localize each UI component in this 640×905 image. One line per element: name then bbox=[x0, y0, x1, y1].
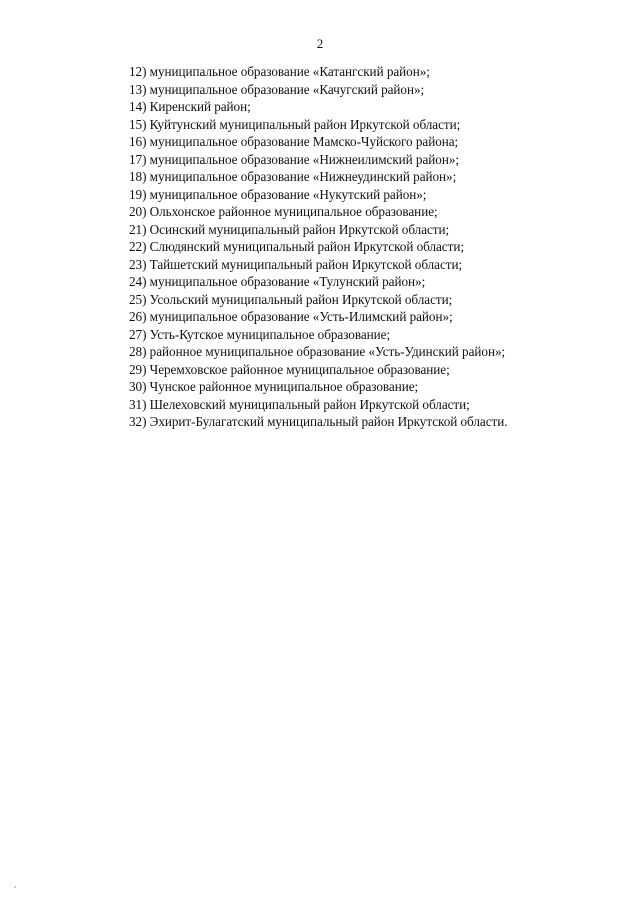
list-item: 22) Слюдянский муниципальный район Иркутской области; bbox=[129, 239, 464, 254]
list-item: 26) муниципальное образование «Усть-Илимский район»; bbox=[129, 309, 453, 324]
list-item: 15) Куйтунский муниципальный район Иркутской области; bbox=[129, 116, 461, 132]
list-item: 32) Эхирит-Булагатский муниципальный район Иркутской области. bbox=[129, 414, 508, 429]
list-item: 16) муниципальное образование Мамско-Чуйского района; bbox=[129, 134, 459, 149]
list-item: 31) Шелеховский муниципальный район Иркутской области; bbox=[129, 396, 470, 412]
list-item: 30) Чунское районное муниципальное образование; bbox=[129, 379, 419, 394]
list-item: 12) муниципальное образование «Катангский район»; bbox=[129, 64, 430, 79]
list-item: 24) муниципальное образование «Тулунский район»; bbox=[129, 274, 426, 289]
municipality-list bbox=[129, 63, 609, 431]
list-item: 23) Тайшетский муниципальный район Иркутской области; bbox=[129, 256, 463, 272]
list-item: 27) Усть-Кутское муниципальное образование; bbox=[129, 326, 391, 342]
list-item: 13) муниципальное образование «Качугский район»; bbox=[129, 81, 425, 97]
list-item: 18) муниципальное образование «Нижнеудинский район»; bbox=[129, 169, 457, 184]
list-item: 20) Ольхонское районное муниципальное образование; bbox=[129, 204, 438, 219]
list-item: 19) муниципальное образование «Нукутский район»; bbox=[129, 186, 427, 202]
list-item: 17) муниципальное образование «Нижнеилимский район»; bbox=[129, 151, 459, 167]
list-item: 21) Осинский муниципальный район Иркутской области; bbox=[129, 221, 450, 237]
list-item: 14) Киренский район; bbox=[129, 99, 251, 114]
list-item: 25) Усольский муниципальный район Иркутской области; bbox=[129, 291, 453, 307]
scan-speck bbox=[14, 886, 16, 888]
list-item: 29) Черемховское районное муниципальное образование; bbox=[129, 361, 450, 377]
list-item: 28) районное муниципальное образование «Усть-Удинский район»; bbox=[129, 344, 506, 359]
page-number: 2 bbox=[316, 36, 324, 51]
